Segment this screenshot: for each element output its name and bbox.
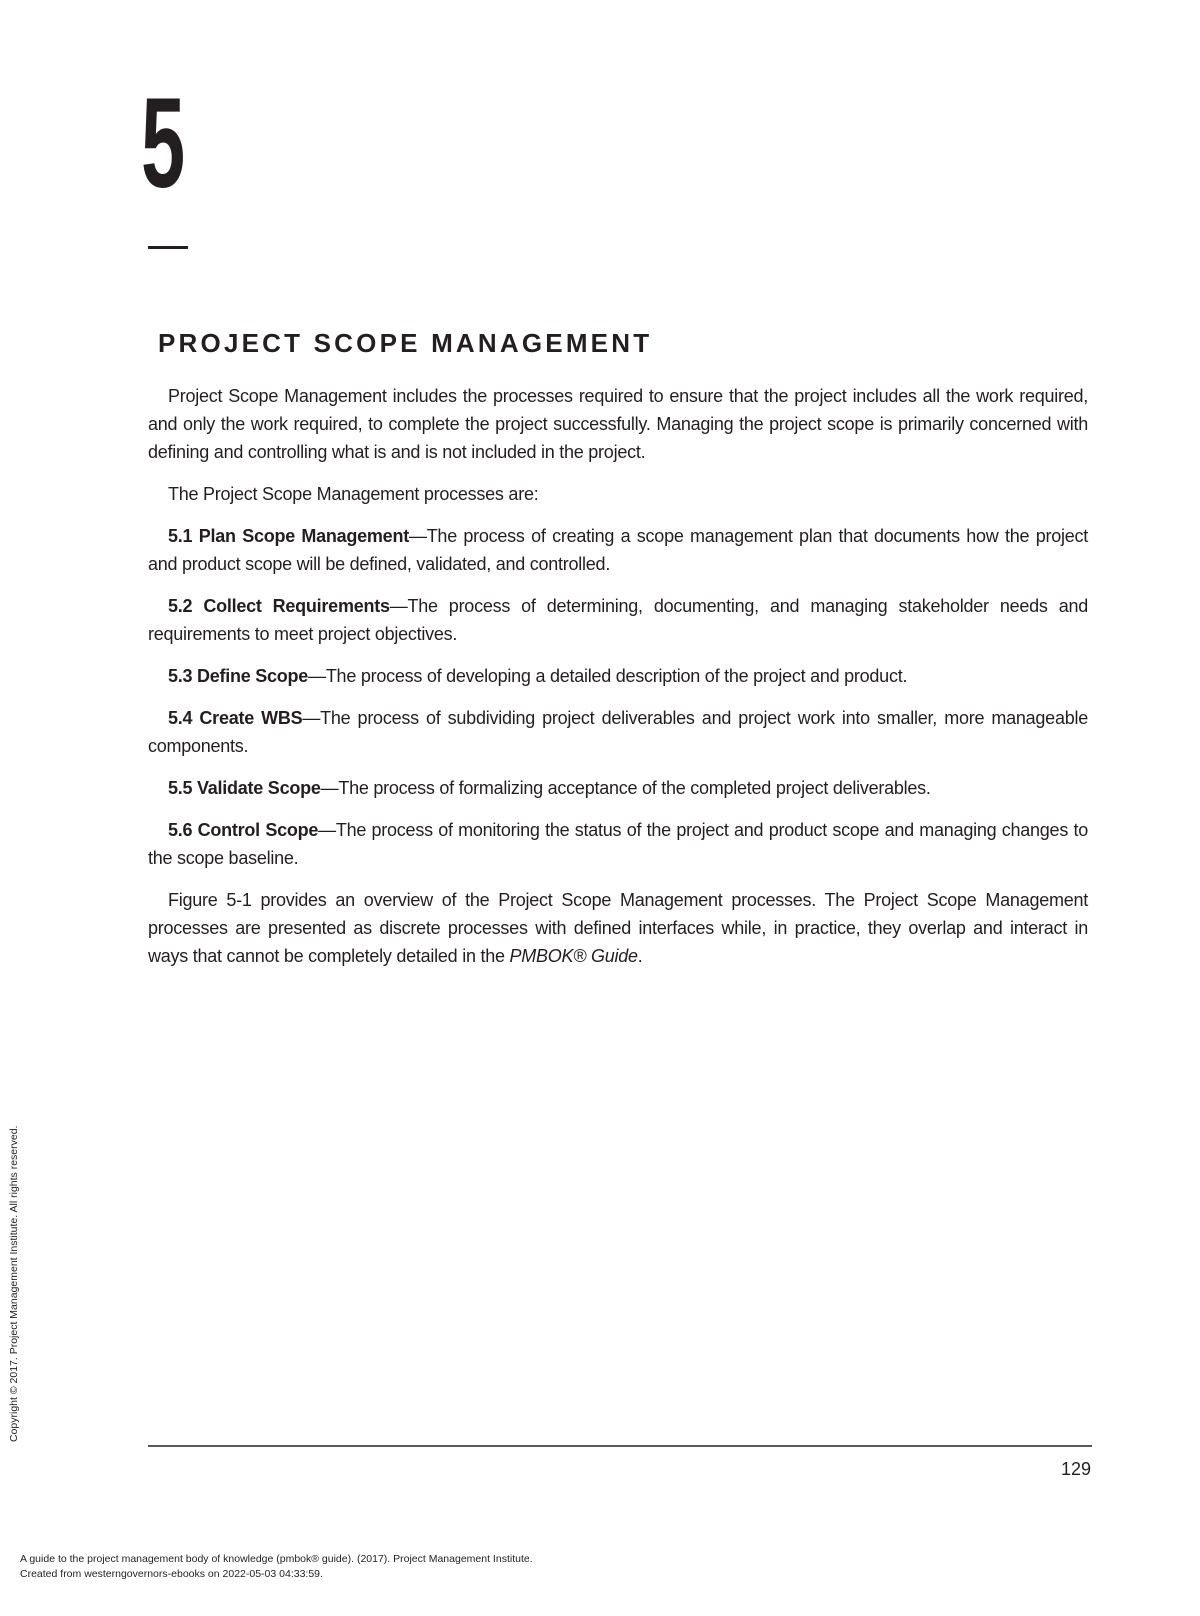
- citation-line: Created from westerngovernors-ebooks on 2022-05-03 04:33:59.: [20, 1568, 323, 1580]
- process-item: [148, 704, 1088, 760]
- process-label: 5.1 Plan Scope Management: [168, 526, 409, 546]
- process-item: [148, 816, 1088, 872]
- footer-rule: [148, 1445, 1092, 1447]
- process-label: 5.5 Validate Scope: [168, 778, 321, 798]
- citation-line: A guide to the project management body of knowledge (pmbok® guide). (2017). Project Management Institute.: [20, 1553, 533, 1565]
- process-item: [148, 662, 1088, 690]
- figure-note-paragraph: [148, 886, 1088, 970]
- chapter-rule: [148, 246, 188, 249]
- process-item: [148, 774, 1088, 802]
- processes-intro: The Project Scope Management processes are:: [168, 484, 539, 504]
- process-item: [148, 592, 1088, 648]
- figure-note-text: Figure 5-1 provides an overview of the Project Scope Management processes. The Project Scope Management processes are presented as discrete processes with defined interfaces while, in practice, they overlap and interact in ways that cannot be completely detailed in the: [148, 890, 1088, 966]
- intro-paragraph: Project Scope Management includes the processes required to ensure that the project includes all the work required, and only the work required, to complete the project successfully. Managing the project scope is primarily concerned with defining and controlling what is and is not included in the project.: [148, 386, 1088, 462]
- page-number: 129: [1060, 1459, 1091, 1479]
- chapter-number: 5: [141, 72, 186, 215]
- process-label: 5.3 Define Scope: [168, 666, 309, 686]
- pmbok-guide-title: PMBOK® Guide: [509, 946, 638, 966]
- side-copyright: Copyright © 2017. Project Management Institute. All rights reserved.: [8, 1125, 20, 1442]
- process-text: —The process of determining, documenting, and managing stakeholder needs and requirements to meet project objectives.: [148, 596, 1088, 644]
- process-text: —The process of subdividing project deliverables and project work into smaller, more manageable components.: [148, 708, 1088, 756]
- figure-note-end: .: [637, 946, 643, 966]
- process-text: —The process of monitoring the status of the project and product scope and managing changes to the scope baseline.: [148, 820, 1088, 868]
- body-text: [148, 382, 1088, 984]
- bottom-citation: [20, 1552, 533, 1582]
- process-text: —The process of formalizing acceptance of the completed project deliverables.: [320, 778, 931, 798]
- process-label: 5.6 Control Scope: [168, 820, 319, 840]
- process-item: [148, 522, 1088, 578]
- chapter-title: PROJECT SCOPE MANAGEMENT: [158, 328, 653, 358]
- process-text: —The process of creating a scope management plan that documents how the project and product scope will be defined, validated, and controlled.: [148, 526, 1088, 574]
- process-label: 5.4 Create WBS: [168, 708, 303, 728]
- process-label: 5.2 Collect Requirements: [168, 596, 390, 616]
- process-text: —The process of developing a detailed description of the project and product.: [308, 666, 908, 686]
